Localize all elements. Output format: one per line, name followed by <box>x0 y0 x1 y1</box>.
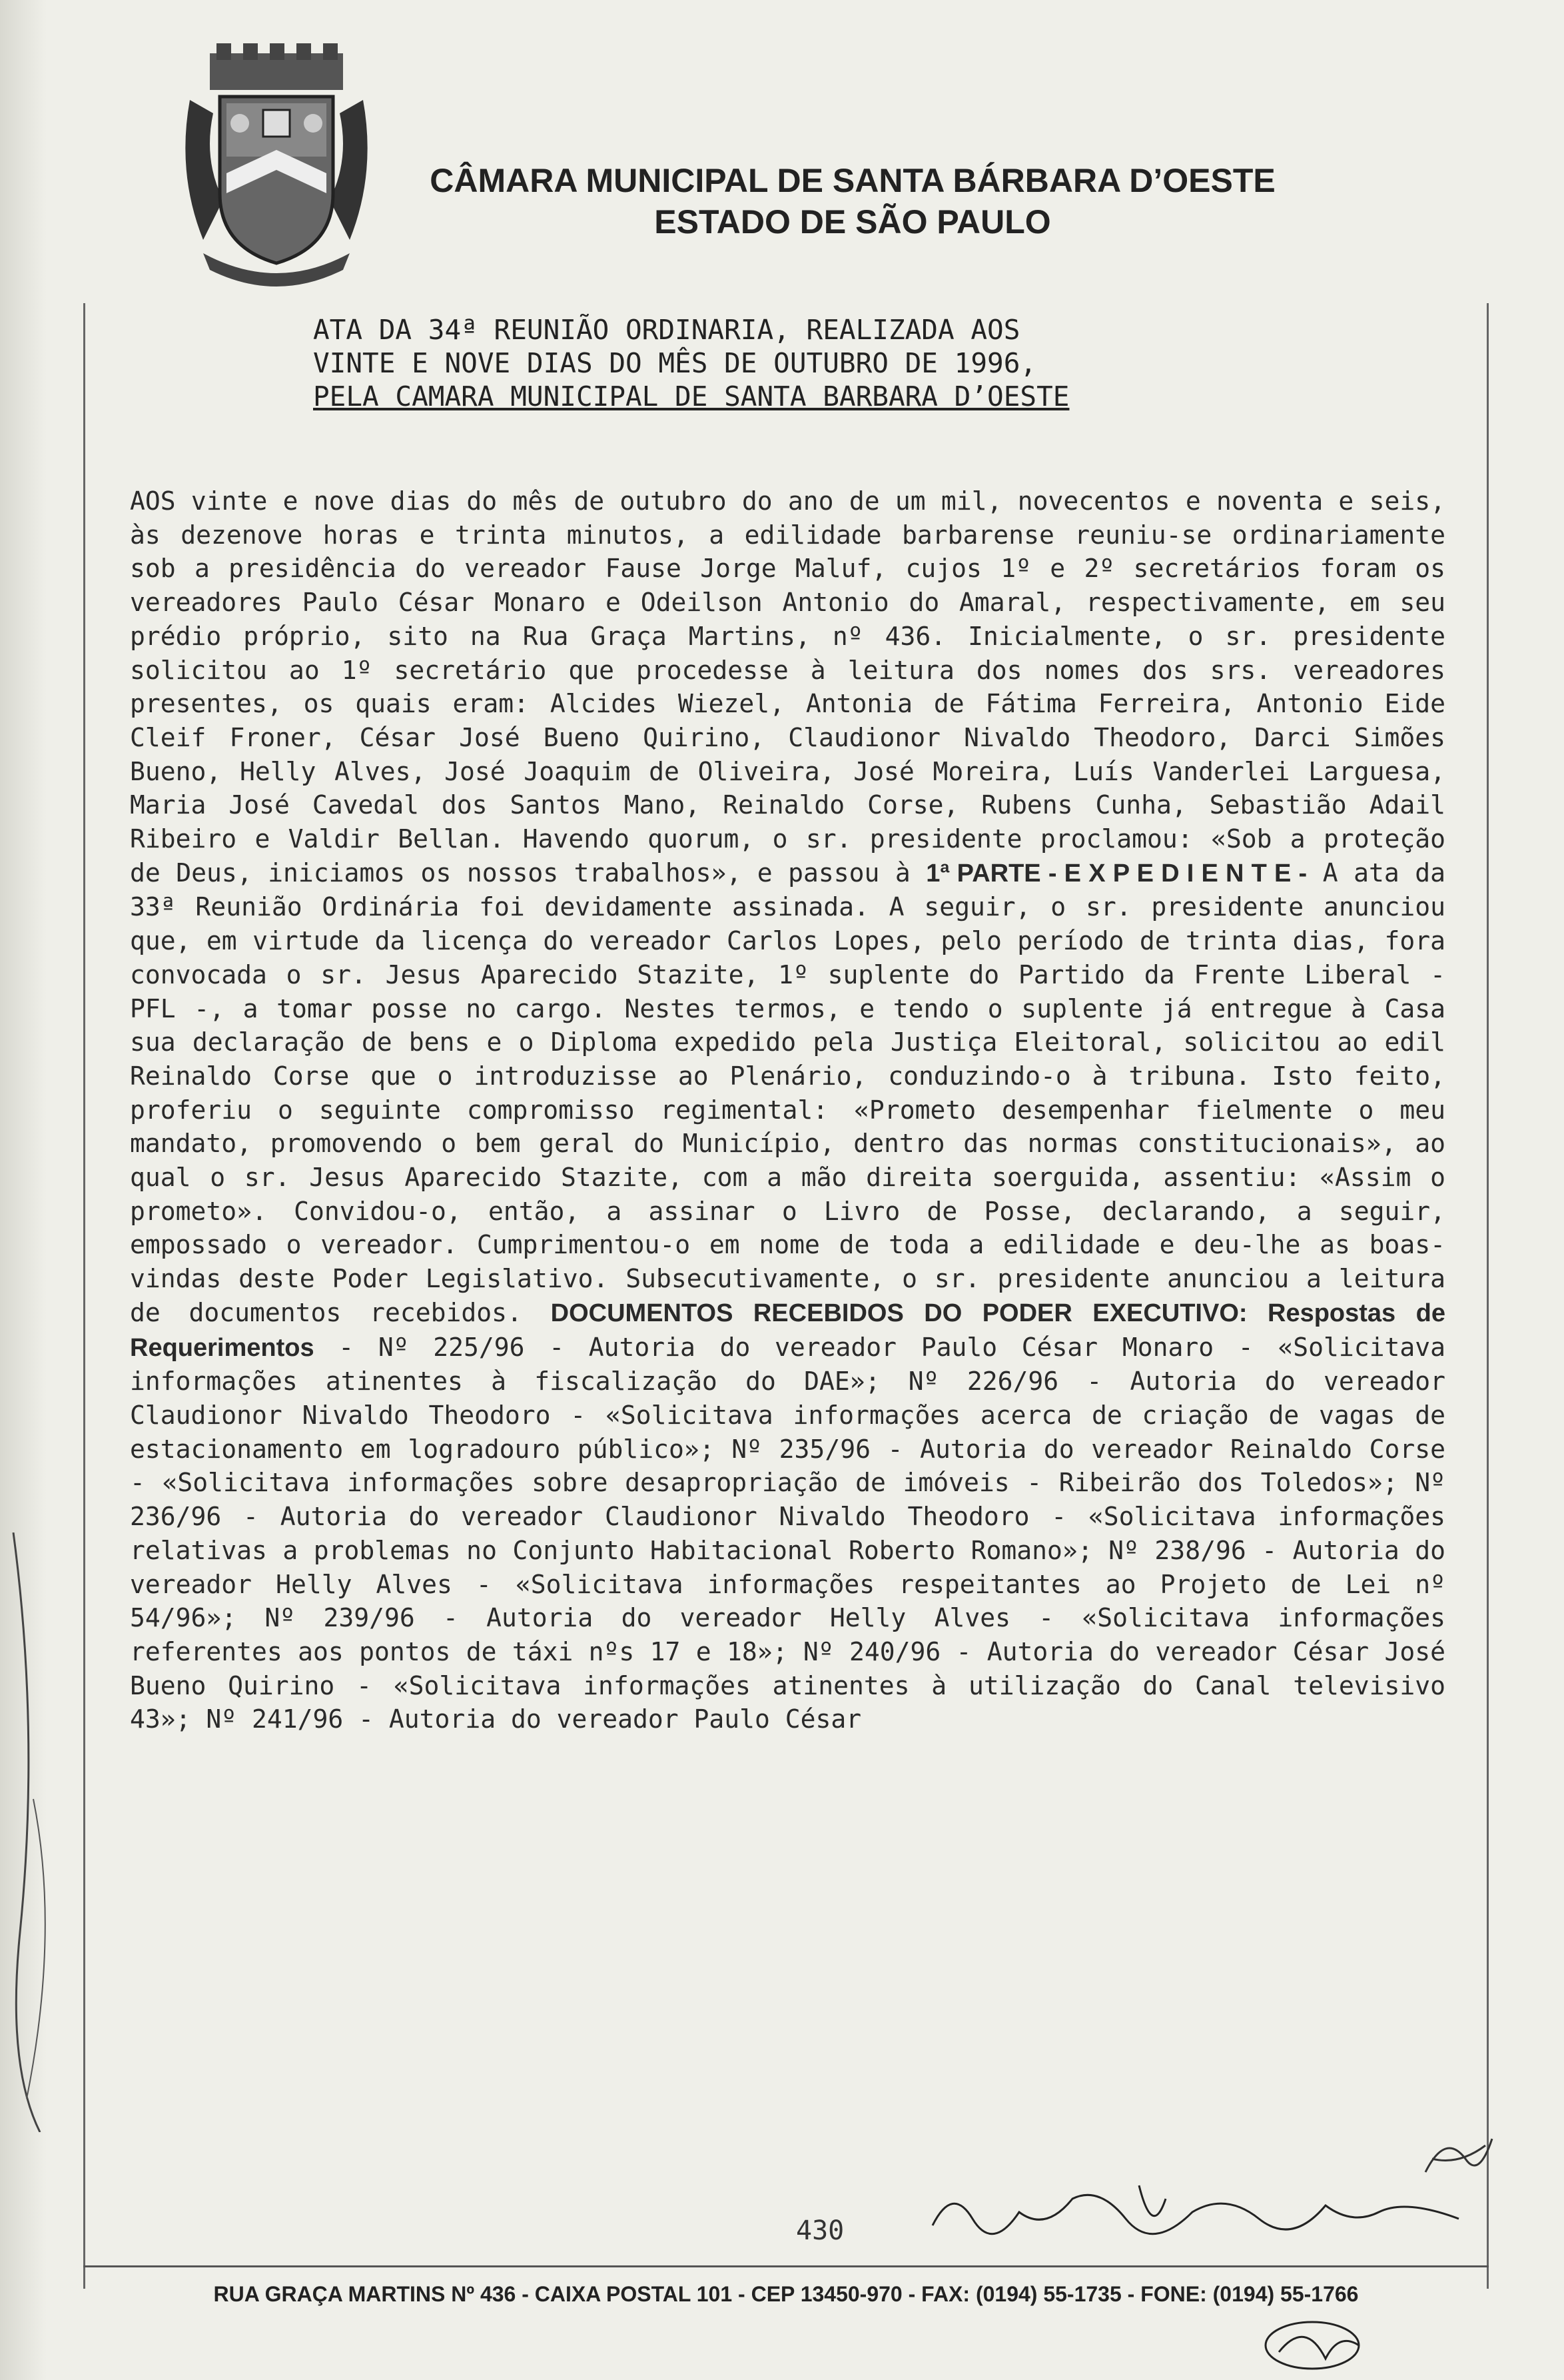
body-paragraph-3: - Nº 225/96 - Autoria do vereador Paulo César Monaro - «Solicitava informações atinentes à fiscalização do DAE»; Nº 226/96 - Autoria do vereador Claudionor Nivaldo Theodoro - «Solicitava informações acerca de criação de vagas de estacionamento em logradouro público»; Nº 235/96 - Autoria do vereador Reinaldo Corse - «Solicitava informações sobre desapropriação de imóveis - Ribeirão dos Toledos»; Nº 236/96 - Autoria do vereador Claudionor Nivaldo Theodoro - «Solicitava informações relativas a problemas no Conjunto Habitacional Roberto Romano»; Nº 238/96 - Autoria do vereador Helly Alves - «Solicitava informações respeitantes ao Projeto de Lei nº 54/96»; Nº 239/96 - Autoria do vereador Helly Alves - «Solicitava informações referentes aos pontos de táxi nºs 17 e 18»; Nº 240/96 - Autoria do vereador César José Bueno Quirino - «Solicitava informações atinentes à utilização do Canal televisivo 43»; Nº 241/96 - Autoria do vereador Paulo César <box>130 1332 1445 1734</box>
body-paragraph-1: AOS vinte e nove dias do mês de outubro do ano de um mil, novecentos e noventa e seis, às dezenove horas e trinta minutos, a edilidade barbarense reuniu-se ordinariamente sob a presidência do vereador Fause Jorge Maluf, cujos 1º e 2º secretários foram os vereadores Paulo César Monaro e Odeilson Antonio do Amaral, respectivamente, em seu prédio próprio, sito na Rua Graça Martins, nº 436. Inicialmente, o sr. presidente solicitou ao 1º secretário que procedesse à leitura dos nomes dos srs. vereadores presentes, os quais eram: Alcides Wiezel, Antonia de Fátima Ferreira, Antonio Eide Cleif Froner, César José Bueno Quirino, Claudionor Nivaldo Theodoro, Darci Simões Bueno, Helly Alves, José Joaquim de Oliveira, José Moreira, Luís Vanderlei Larguesa, Maria José Cavedal dos Santos Mano, Reinaldo Corse, Rubens Cunha, Sebastião Adail Ribeiro e Valdir Bellan. Havendo quorum, o sr. presidente proclamou: «Sob a proteção de Deus, iniciamos os nossos trabalhos», e passou à <box>130 486 1445 888</box>
title-line-1: ATA DA 34ª REUNIÃO ORDINARIA, REALIZADA AOS <box>313 314 1020 346</box>
frame-right-rule <box>1487 303 1489 2289</box>
footer-address: RUA GRAÇA MARTINS Nº 436 - CAIXA POSTAL 101 - CEP 13450-970 - FAX: (0194) 55-1735 - FONE: (0194) 55-1766 <box>213 2282 1359 2306</box>
minutes-title <box>313 313 1259 413</box>
coat-of-arms-icon <box>163 40 390 293</box>
document-header <box>373 160 1332 243</box>
handwritten-signature <box>913 2172 1479 2252</box>
footer-rule <box>83 2265 1489 2267</box>
header-line-2: ESTADO DE SÃO PAULO <box>654 203 1051 241</box>
minutes-body <box>130 484 1445 1736</box>
margin-pen-marks <box>0 1532 73 2132</box>
expediente-heading: 1ª PARTE - E X P E D I E N T E - <box>926 859 1308 888</box>
initials-signature-2 <box>1252 2312 1372 2379</box>
title-line-3: PELA CAMARA MUNICIPAL DE SANTA BARBARA D’OESTE <box>313 380 1070 412</box>
page-number: 430 <box>796 2215 845 2246</box>
frame-left-rule <box>83 303 85 2289</box>
header-line-1: CÂMARA MUNICIPAL DE SANTA BÁRBARA D’OESTE <box>430 162 1276 199</box>
body-paragraph-2: A ata da 33ª Reunião Ordinária foi devidamente assinada. A seguir, o sr. presidente anunciou que, em virtude da licença do vereador Carlos Lopes, pelo período de trinta dias, fora convocada o sr. Jesus Aparecido Stazite, 1º suplente do Partido da Frente Liberal - PFL -, a tomar posse no cargo. Nestes termos, e tendo o suplente já entregue à Casa sua declaração de bens e o Diploma expedido pela Justiça Eleitoral, solicitou ao edil Reinaldo Corse que o introduzisse ao Plenário, conduzindo-o à tribuna. Isto feito, proferiu o seguinte compromisso regimental: «Prometo desempenhar fielmente o meu mandato, promovendo o bem geral do Município, dentro das normas constitucionais», ao qual o sr. Jesus Aparecido Stazite, com a mão direita soerguida, assentiu: «Assim o prometo». Convidou-o, então, a assinar o Livro de Posse, declarando, a seguir, empossado o vereador. Cumprimentou-o em nome de toda a edilidade e deu-lhe as boas-vindas deste Poder Legislativo. Subsecutivamente, o sr. presidente anunciou a leitura de documentos recebidos. <box>130 858 1446 1327</box>
documentos-heading: DOCUMENTOS RECEBIDOS DO PODER EXECUTIVO: Respostas de Requerimentos <box>130 1299 1445 1362</box>
title-line-2: VINTE E NOVE DIAS DO MÊS DE OUTUBRO DE 1996, <box>313 347 1037 379</box>
